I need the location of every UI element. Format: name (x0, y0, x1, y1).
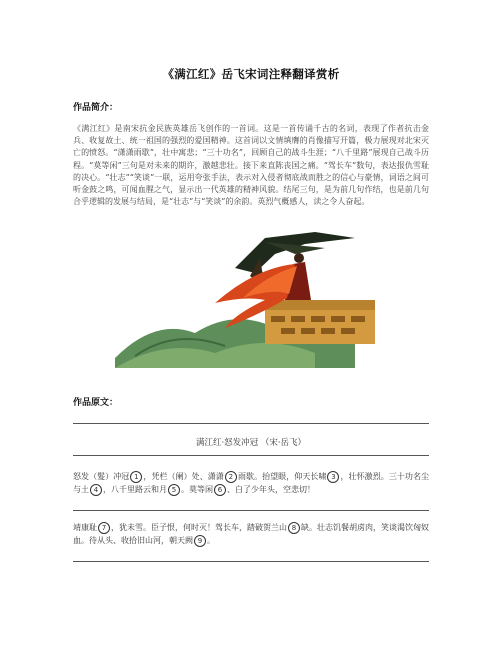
footnote-marker: 1 (130, 471, 142, 483)
poem-stanza-2 (73, 521, 429, 547)
footnote-marker: 8 (288, 522, 300, 534)
poem-text: ，凭栏（阑）处、潇潇 (143, 472, 224, 481)
poem-text: ，壮怀激烈。三十功名尘与土 (73, 472, 430, 494)
poem-text: ，八千里路云和月 (103, 485, 167, 494)
document-title: 《满江红》岳飞宋词注释翻译赏析 (162, 67, 340, 81)
poem-title: 满江红·怒发冲冠 （宋·岳飞） (195, 438, 307, 448)
footnote-marker: 7 (98, 522, 110, 534)
poem-text: 靖康耻 (73, 523, 97, 532)
poem-text: 。 (207, 536, 215, 545)
poem-text: 雨歇。抬望眼，仰天长啸 (237, 472, 327, 481)
divider (73, 423, 429, 424)
poem-stanza-1 (73, 470, 429, 496)
divider (73, 561, 429, 562)
footnote-marker: 2 (225, 471, 237, 483)
text-heading: 作品原文： (73, 398, 119, 408)
divider (73, 510, 429, 511)
divider (73, 455, 429, 456)
poem-text: 。莫等闲 (181, 485, 213, 494)
footnote-marker: 3 (327, 471, 339, 483)
poem-text: 缺。壮志饥餐胡虏肉，笑谈渴饮匈奴血。待从头、收拾旧山河，朝天阙 (73, 523, 429, 545)
poem-text: ，犹未雪。臣子恨，何时灭！驾长车，踏破贺兰山 (111, 523, 287, 532)
footnote-marker: 6 (214, 484, 226, 496)
illustration-yue-fei (115, 228, 385, 368)
poem-text: 怒发（髮）冲冠 (73, 472, 130, 481)
poem-text: 、白了少年头，空悲切！ (227, 485, 315, 494)
intro-paragraph: 《满江红》是南宋抗金民族英雄岳飞创作的一首词。这是一首传诵千古的名词，表现了作者抗击金兵、收复故土、统一祖国的强烈的爱国精神。这首词以文情填膺的肖像描写开篇，极力展现对北宋灭亡的愤怒。“潇潇雨歇”，壮中寓悲；“三十功名”，回顾自己的战斗生涯；“八千里路”展现自己战斗历程。“莫等闲”三句是对未来的期许，激越悲壮。接下来直陈丧国之痛。“驾长车”数句，表达报仇雪耻的决心。“壮志”“笑谈”一联，运用夸张手法，表示对入侵者彻底战而胜之的信心与豪情，词语之间可听金鼓之鸣，可闻血腥之气，显示出一代英雄的精神风貌。结尾三句，是为前几句作结，也是前几句合乎逻辑的发展与结局，是“壮志”与“笑谈”的余韵。英烈气概感人，读之令人奋起。 (73, 124, 429, 207)
footnote-marker: 9 (194, 535, 206, 547)
intro-heading: 作品简介： (73, 103, 119, 113)
footnote-marker: 4 (90, 484, 102, 496)
footnote-marker: 5 (168, 484, 180, 496)
